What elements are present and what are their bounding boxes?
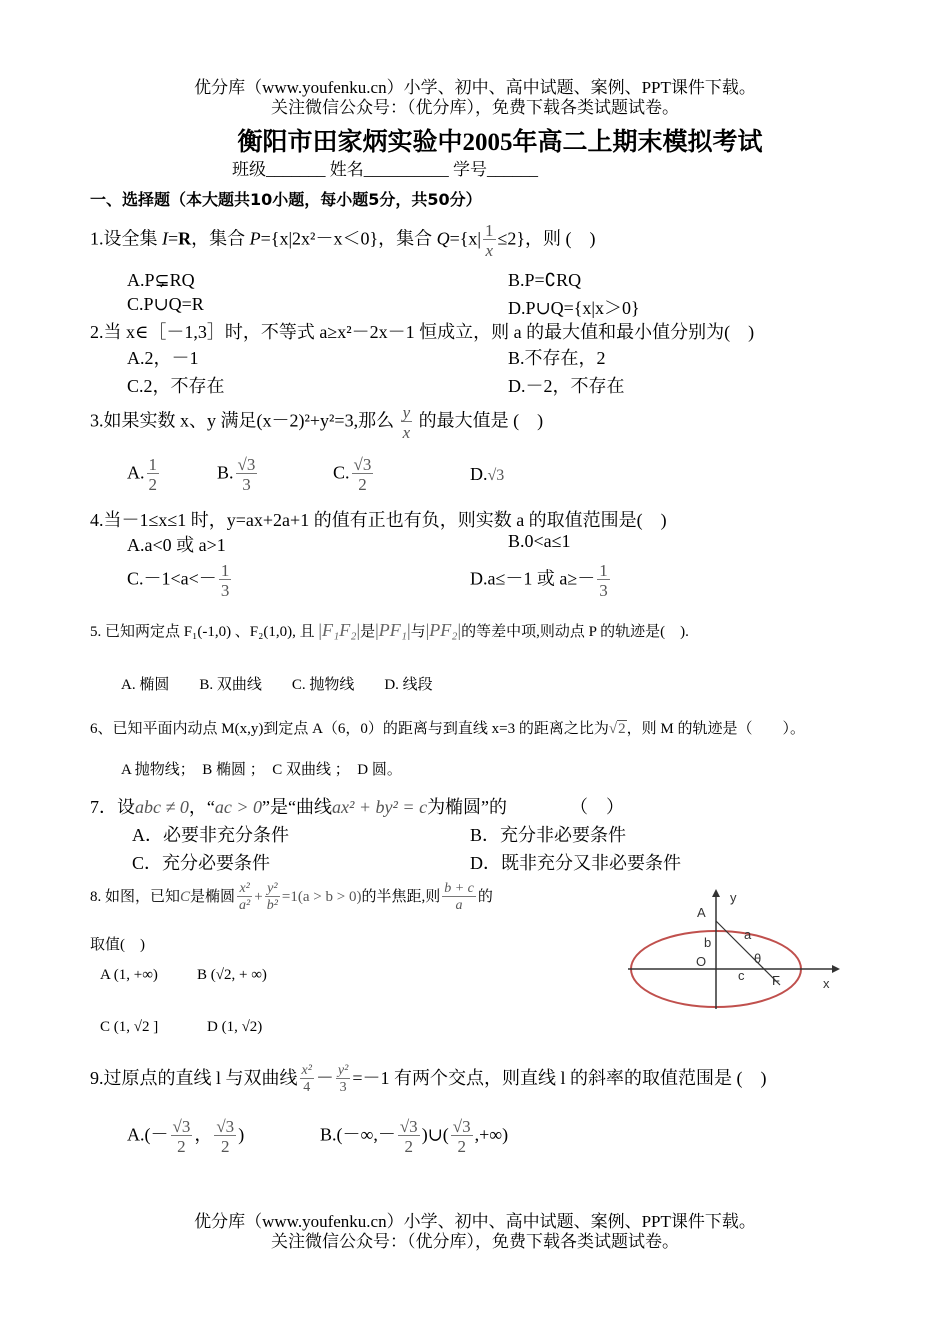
q3-a-den: 2 xyxy=(148,475,157,494)
q1-text-1: 1.设全集 xyxy=(90,228,162,249)
q5-abs-1: |F₁F₂| xyxy=(318,620,361,640)
q7-text-2: ，“ xyxy=(188,797,215,817)
q4-c-num: 1 xyxy=(220,561,230,580)
q5-abs-3: |PF₂| xyxy=(425,620,462,640)
q8-option-b: B (√2, + ∞) xyxy=(197,967,267,983)
question-7 xyxy=(90,793,624,819)
q9-a-num1: √3 xyxy=(172,1117,191,1136)
q6-text-2: ，则 M 的轨迹是（ ）。 xyxy=(626,721,805,737)
q6-sqrt-value: 2 xyxy=(618,721,626,737)
q8-option-a: A (1, +∞) xyxy=(100,967,158,983)
question-8 xyxy=(90,882,493,913)
question-1 xyxy=(90,222,596,259)
q2-option-d: D.－2，不存在 xyxy=(508,376,625,396)
q7-option-a: A．必要非充分条件 xyxy=(132,825,289,845)
page-title: 衡阳市田家炳实验中2005年高二上期末模拟考试 xyxy=(237,129,763,156)
q8-option-c: C (1, √2 ] xyxy=(100,1019,159,1035)
q9-h1-num: x² xyxy=(301,1063,312,1079)
q9-text-2: =－1 有两个交点，则直线 l 的斜率的取值范围是 ( ) xyxy=(352,1068,767,1088)
q3-frac-num: y xyxy=(402,403,411,422)
q3-c-num: √3 xyxy=(353,455,372,474)
q6-sqrt: √2 xyxy=(608,721,626,737)
question-2: 2.当 x∈［－1,3］时，不等式 a≥x²－2x－1 恒成立，则 a 的最大值和最小值分别为( ) xyxy=(90,322,755,342)
q9-b-post: ,+∞) xyxy=(474,1124,509,1145)
q8-e1-num: x² xyxy=(239,881,250,896)
q1-option-c: C.P∪Q=R xyxy=(127,294,204,314)
q4-option-d xyxy=(470,562,612,599)
label-c: c xyxy=(738,968,745,983)
x-axis-arrow xyxy=(832,965,840,973)
q8-text-3: 的半焦距,则 xyxy=(361,888,441,905)
q9-b-frac-1 xyxy=(398,1118,420,1155)
q9-a-den1: 2 xyxy=(171,1135,193,1155)
q2-option-c: C.2，不存在 xyxy=(127,376,225,396)
q9-frac-2 xyxy=(336,1064,350,1095)
q5-text-1: 5. 已知两定点 F₁(-1,0) 、F₂(1,0), 且 xyxy=(90,624,315,640)
q3-a-num: 1 xyxy=(148,455,157,474)
q3-a-label: A. xyxy=(127,462,145,483)
q3-text-2: 的最大值是 ( ) xyxy=(414,410,544,431)
label-theta: θ xyxy=(754,951,762,966)
q9-frac-1 xyxy=(300,1064,314,1095)
q9-h2-den: 3 xyxy=(336,1078,350,1095)
q4-d-num: 1 xyxy=(599,561,608,580)
q4-c-den: 3 xyxy=(220,581,230,600)
q8-option-d: D (1, √2) xyxy=(207,1019,263,1035)
q3-option-a xyxy=(127,456,161,493)
q6-text-1: 6、已知平面内动点 M(x,y)到定点 A（6，0）的距离与到直线 x=3 的距离之比为 xyxy=(90,721,609,737)
q5-abs-2: |PF₁| xyxy=(375,620,411,640)
q1-set2b: ≤2}，则 ( ) xyxy=(497,228,596,249)
q1-option-d: D.P∪Q={x|x＞0} xyxy=(508,298,640,318)
student-info: 班级_______ 姓名__________ 学号______ xyxy=(232,160,538,179)
q4-option-b: B.0<a≤1 xyxy=(508,531,571,551)
q9-h1-den: 4 xyxy=(300,1078,314,1095)
q9-b-num1: √3 xyxy=(399,1117,418,1136)
q8-r-num: b + c xyxy=(444,881,474,896)
q9-a-den2: 2 xyxy=(214,1135,236,1155)
q3-d-value: √3 xyxy=(487,467,505,484)
q8-e1-den: a² xyxy=(239,898,251,913)
q9-h2-num: y² xyxy=(337,1063,349,1079)
q9-a-frac-1 xyxy=(171,1118,193,1155)
q1-frac-num: 1 xyxy=(485,221,494,240)
q9-minus: － xyxy=(315,1068,334,1088)
q8-e2-num: y² xyxy=(267,881,278,896)
q8-eq: =1(a > b > 0) xyxy=(281,888,362,905)
q9-b-pre: B.(－∞,－ xyxy=(320,1124,396,1145)
q3-b-num: √3 xyxy=(237,455,256,474)
header-line-1: 优分库（www.youfenku.cn）小学、初中、高中试题、案例、PPT课件下载。 xyxy=(194,78,756,97)
q9-option-b xyxy=(320,1118,508,1155)
q7-option-c: C．充分必要条件 xyxy=(132,853,271,873)
q3-option-c xyxy=(333,456,375,493)
y-axis-arrow xyxy=(712,889,720,897)
q3-d-label: D. xyxy=(470,464,488,484)
q1-option-a: A.P⊊RQ xyxy=(127,270,195,290)
q5-options: A. 椭圆 B. 双曲线 C. 抛物线 D. 线段 xyxy=(121,677,433,693)
question-4: 4.当－1≤x≤1 时，y=ax+2a+1 的值有正也有负，则实数 a 的取值范围是( ) xyxy=(90,510,667,530)
q9-b-den2: 2 xyxy=(451,1135,473,1155)
label-y: y xyxy=(730,890,737,905)
q9-b-mid: )∪( xyxy=(421,1124,449,1145)
q3-c-label: C. xyxy=(333,462,350,483)
q8-plus: + xyxy=(254,888,263,905)
q9-a-frac-2 xyxy=(214,1118,236,1155)
q9-a-mid: ， xyxy=(194,1124,213,1145)
q4-option-a: A.a<0 或 a>1 xyxy=(127,535,226,555)
q8-frac-2 xyxy=(265,882,280,913)
label-a: a xyxy=(744,927,752,942)
q4-option-c xyxy=(127,562,233,599)
q1-eq: = xyxy=(168,228,179,249)
ellipse-figure xyxy=(620,885,850,1010)
q3-text-1: 3.如果实数 x、y 满足(x－2)²+y²=3,那么 xyxy=(90,410,399,431)
q8-C: C xyxy=(180,888,191,905)
q8-text-5: 取值( ) xyxy=(90,937,145,953)
q9-b-num2: √3 xyxy=(452,1117,471,1136)
q5-m2: PF₁ xyxy=(378,620,407,640)
question-3 xyxy=(90,404,543,441)
q3-option-d xyxy=(470,464,504,485)
q1-R: R xyxy=(178,228,192,249)
q7-text-3: ”是“曲线 xyxy=(262,797,332,817)
label-A: A xyxy=(697,905,706,920)
q3-fraction xyxy=(401,404,413,441)
label-O: O xyxy=(696,954,707,969)
q8-frac-1 xyxy=(237,882,252,913)
q7-m3: ax² + by² = c xyxy=(332,797,428,817)
q7-text-1: 7．设 xyxy=(90,797,135,817)
header-line-2: 关注微信公众号：（优分库），免费下载各类试题试卷。 xyxy=(271,98,679,117)
q7-option-b: B．充分非必要条件 xyxy=(470,825,627,845)
q4-d-label: D.a≤－1 或 a≥－ xyxy=(470,568,596,589)
q5-text-3: 与 xyxy=(410,624,426,640)
q4-d-den: 3 xyxy=(599,581,608,600)
q1-P: P xyxy=(249,228,261,249)
q9-a-post: ) xyxy=(238,1124,245,1145)
q5-m1: F₁F₂ xyxy=(321,620,357,640)
label-F: F xyxy=(772,973,780,988)
q7-option-d: D．既非充分又非必要条件 xyxy=(470,853,681,873)
q3-a-frac xyxy=(147,456,160,493)
q6-options: A 抛物线； B 椭圆 ； C 双曲线 ； D 圆。 xyxy=(121,762,402,778)
q5-text-2: 是 xyxy=(360,624,376,640)
q7-text-4: 为椭圆”的 （ ） xyxy=(427,797,625,817)
q9-b-frac-2 xyxy=(451,1118,473,1155)
q4-c-frac xyxy=(219,562,232,599)
question-6 xyxy=(90,717,805,738)
q8-r-den: a xyxy=(442,896,476,913)
q5-m3: PF₂ xyxy=(429,620,458,640)
q3-b-frac xyxy=(236,456,258,493)
q5-text-4: 的等差中项,则动点 P 的轨迹是( ). xyxy=(461,624,689,640)
q9-option-a xyxy=(127,1118,244,1155)
question-5 xyxy=(90,620,689,641)
q7-m1: abc ≠ 0 xyxy=(135,797,189,817)
q8-text-4: 的 xyxy=(477,888,493,905)
q3-b-label: B. xyxy=(217,462,234,483)
q1-option-b: B.P=∁RQ xyxy=(508,270,582,290)
question-9 xyxy=(90,1064,766,1095)
section-heading: 一、选择题（本大题共10小题，每小题5分，共50分） xyxy=(90,190,482,209)
q9-text-1: 9.过原点的直线 l 与双曲线 xyxy=(90,1068,298,1088)
q9-b-den1: 2 xyxy=(398,1135,420,1155)
q3-c-den: 2 xyxy=(352,473,374,493)
footer-line-2: 关注微信公众号：（优分库），免费下载各类试题试卷。 xyxy=(271,1232,679,1251)
q8-text-1: 8. 如图，已知 xyxy=(90,888,181,905)
q2-option-a: A.2，－1 xyxy=(127,348,199,368)
q3-c-frac xyxy=(352,456,374,493)
label-x: x xyxy=(823,976,830,991)
footer-line-1: 优分库（www.youfenku.cn）小学、初中、高中试题、案例、PPT课件下载。 xyxy=(194,1212,756,1231)
q8-text-2: 是椭圆 xyxy=(190,888,236,905)
q3-b-den: 3 xyxy=(236,473,258,493)
q4-d-frac xyxy=(597,562,610,599)
q4-c-label: C.－1<a<－ xyxy=(127,568,217,589)
q2-option-b: B.不存在，2 xyxy=(508,348,606,368)
q8-e2-den: b² xyxy=(266,898,278,913)
q8-ratio xyxy=(442,882,476,913)
q3-option-b xyxy=(217,456,259,493)
q9-a-num2: √3 xyxy=(216,1117,235,1136)
q3-frac-den: x xyxy=(402,423,411,442)
q7-m2: ac > 0 xyxy=(214,797,263,817)
q9-a-pre: A.(－ xyxy=(127,1124,169,1145)
label-b: b xyxy=(704,935,712,950)
q1-set1: ={x|2x²－x＜0}，集合 xyxy=(260,228,437,249)
q1-Q: Q xyxy=(436,228,450,249)
q1-fraction xyxy=(483,222,496,259)
q1-frac-den: x xyxy=(483,239,496,259)
q1-text-2: ，集合 xyxy=(191,228,250,249)
q1-set2a: ={x| xyxy=(449,228,481,249)
q1-I: I xyxy=(162,228,168,249)
